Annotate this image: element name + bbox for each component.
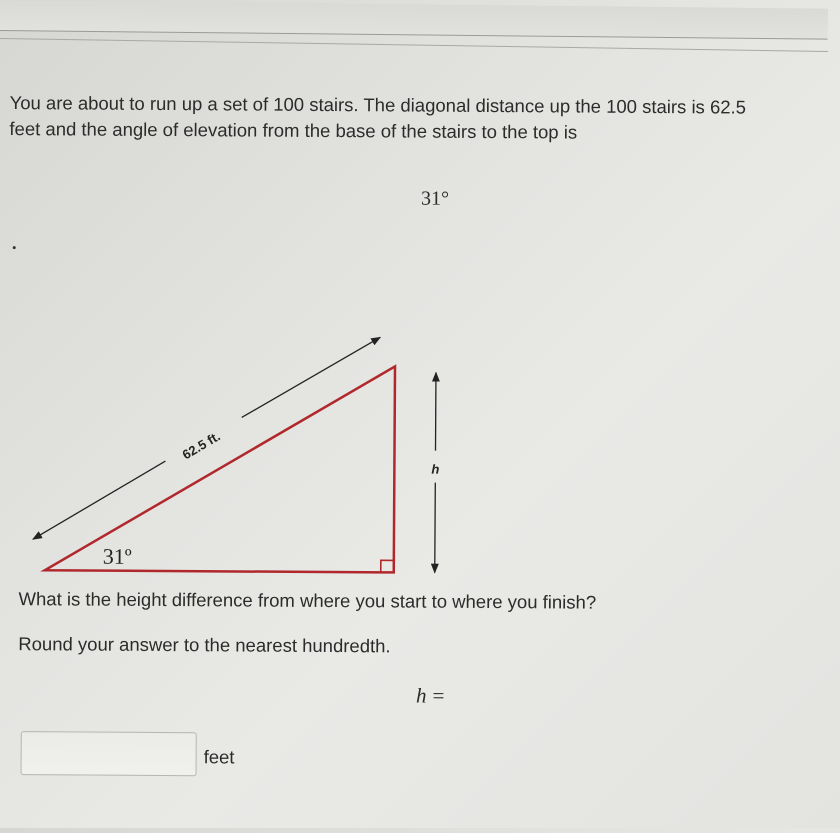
answer-input[interactable]	[21, 731, 197, 776]
angle-label: 31º	[103, 544, 132, 569]
hypotenuse-arrow-lower	[33, 460, 165, 540]
height-label: h	[431, 462, 439, 477]
top-bar	[0, 0, 828, 40]
question-prompt	[9, 90, 839, 147]
triangle	[45, 364, 395, 572]
hypotenuse-arrow-upper	[242, 336, 380, 418]
question-ask: What is the height difference from where you start to where you finish?	[19, 588, 597, 614]
dot-mark	[13, 246, 16, 249]
answer-variable: h	[416, 684, 427, 708]
equals-sign: =	[432, 684, 444, 708]
question-panel	[0, 40, 828, 833]
right-angle-marker	[381, 560, 394, 572]
prompt-line-1: You are about to run up a set of 100 stairs. The diagonal distance up the 100 stairs is 62.5	[10, 90, 840, 121]
angle-value: 31°	[421, 188, 449, 211]
answer-equation	[416, 684, 444, 709]
height-arrow-lower	[435, 483, 436, 573]
triangle-diagram	[0, 290, 478, 553]
unit-label: feet	[204, 746, 235, 768]
hypotenuse-label: 62.5 ft.	[180, 428, 223, 462]
rounding-instruction: Round your answer to the nearest hundredth.	[18, 633, 390, 657]
prompt-line-2: feet and the angle of elevation from the base of the stairs to the top is	[9, 116, 839, 147]
